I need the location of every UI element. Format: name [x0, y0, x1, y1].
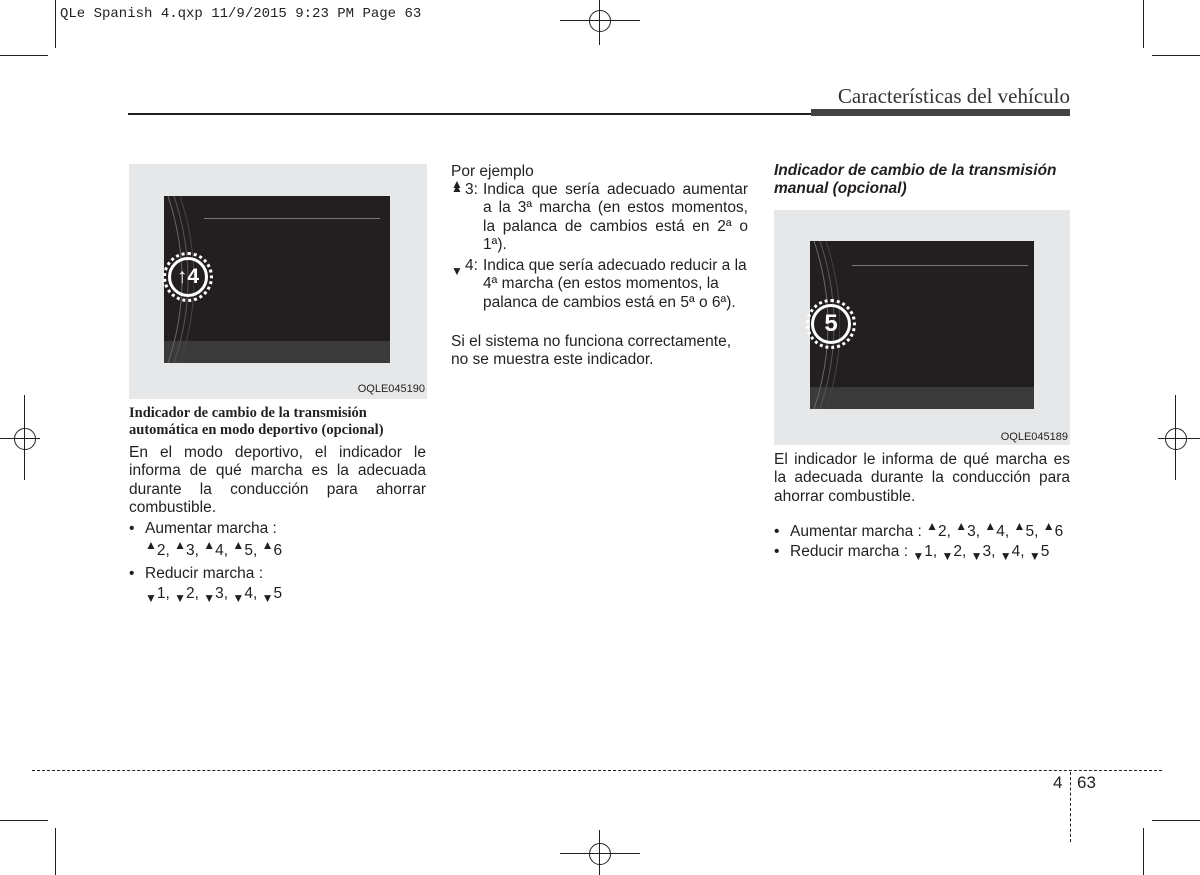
footer-dashed-rule: [32, 770, 1162, 771]
crop-mark: [1152, 820, 1200, 821]
subheading-manual: Indicador de cambio de la transmisión manual (opcional): [774, 162, 1057, 197]
gear-5-icon: 5: [811, 304, 851, 344]
example-item-upshift: ▲ 3: Indica que sería adecuado aumentar a la 3ª marcha (en estos momentos, la palanca de cambios está en 2ª o 1ª).: [451, 181, 748, 253]
page-number: 63: [1077, 773, 1096, 792]
paragraph-automatic: En el modo deportivo, el indicador le informa de qué marcha es la adecuada durante la conducción para ahorrar combustible.: [129, 444, 426, 516]
list-item-upshift: • Aumentar marcha : ▲ 2, ▲ 3, ▲ 4, ▲ 5, ▲ 6: [129, 520, 429, 561]
footer-dashed-divider: [1070, 772, 1071, 842]
gear-list-automatic: [129, 520, 429, 603]
crop-mark: [1143, 0, 1144, 48]
paragraph-manual: El indicador le informa de qué marcha es la adecuada durante la conducción para ahorrar combustible.: [774, 451, 1070, 505]
figure-manual: [774, 210, 1070, 445]
example-item-text: Indica que sería adecuado aumentar a la 3ª marcha (en estos momentos, la palanca de cambios está en 2ª o 1ª).: [483, 181, 748, 253]
crop-mark: [1152, 55, 1200, 56]
example-item-text: Indica que sería adecuado reducir a la 4ª marcha (en estos momentos, la palanca de cambios está en 5ª o 6ª).: [483, 257, 747, 311]
crop-mark: [0, 820, 48, 821]
section-title: Características del vehículo: [837, 84, 1070, 108]
crop-mark: [55, 828, 56, 875]
crop-mark: [55, 0, 56, 48]
shift-up-4-icon: ↑4: [168, 257, 208, 297]
list-item-downshift: • Reducir marcha : ▼ 1, ▼ 2, ▼ 3, ▼ 4, ▼ 5: [129, 565, 429, 604]
header-rule-thick: [811, 109, 1070, 116]
figure-code: OQLE045189: [1000, 431, 1068, 443]
figure-automatic-sport: [129, 164, 427, 399]
print-slug: QLe Spanish 4.qxp 11/9/2015 9:23 PM Page 63: [60, 6, 422, 22]
gear-list-manual: [774, 523, 1084, 562]
crop-mark: [0, 55, 48, 56]
header-rule: [128, 113, 818, 115]
figure-code: OQLE045190: [357, 383, 425, 395]
list-item-upshift: • Aumentar marcha : ▲ 2, ▲ 3, ▲ 4, ▲ 5, ▲ 6: [774, 523, 1084, 541]
subheading-automatic: Indicador de cambio de la transmisión automática en modo deportivo (opcional): [129, 405, 384, 438]
crop-mark: [1143, 828, 1144, 875]
example-label: Por ejemplo: [451, 163, 534, 180]
example-item-downshift: ▼ 4: Indica que sería adecuado reducir a la 4ª marcha (en estos momentos, la palanca de cambios está en 5ª o 6ª).: [451, 257, 747, 311]
list-item-downshift: • Reducir marcha : ▼ 1, ▼ 2, ▼ 3, ▼ 4, ▼ 5: [774, 543, 1084, 561]
note-text: Si el sistema no funciona correctamente, no se muestra este indicador.: [451, 333, 731, 369]
chapter-number: 4: [1053, 773, 1063, 792]
